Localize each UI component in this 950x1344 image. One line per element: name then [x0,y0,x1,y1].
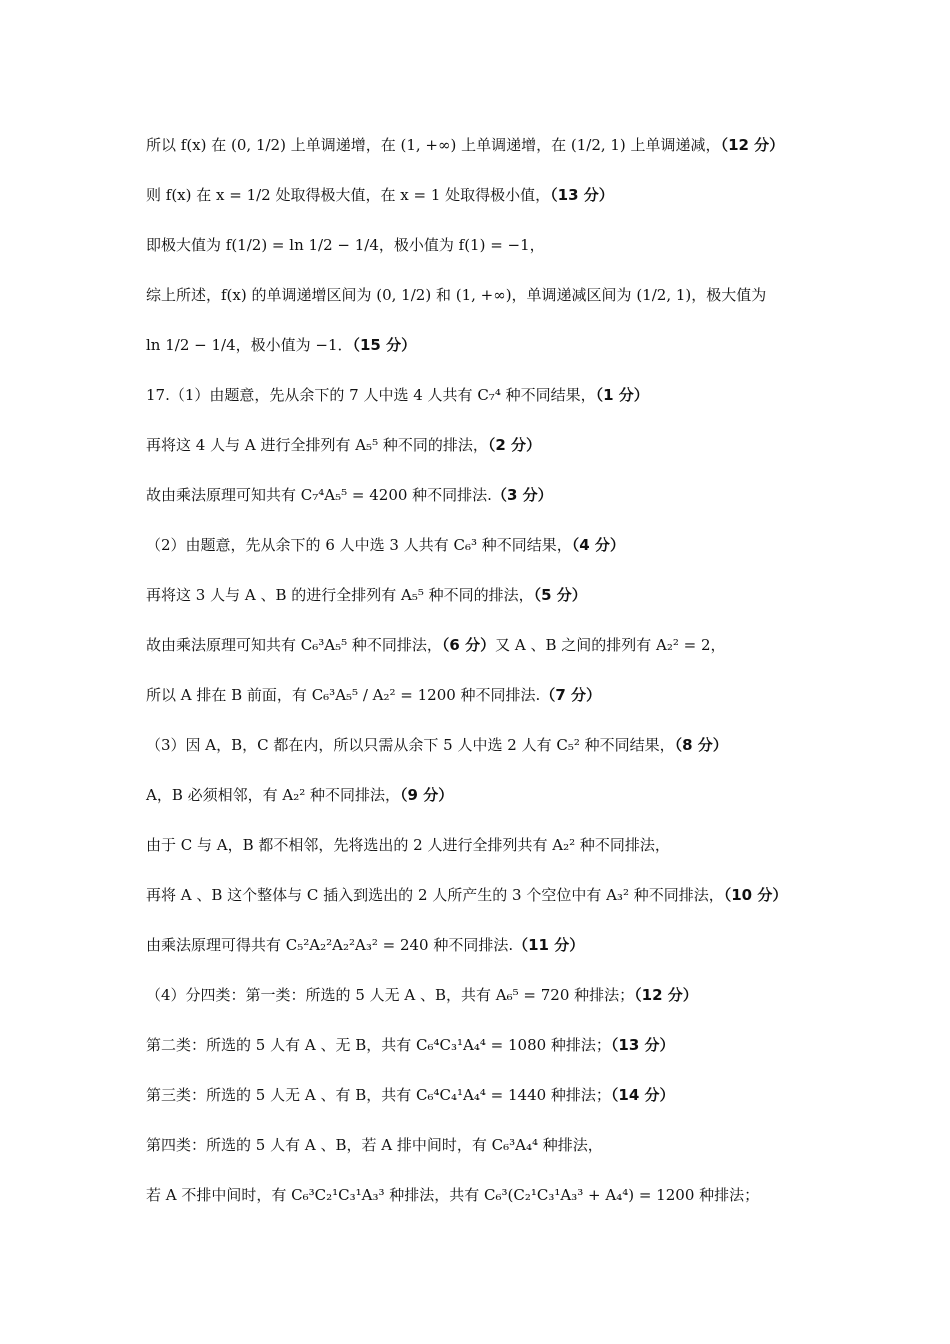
points-label: （13 分） [550,186,614,204]
points-label: （3 分） [491,486,553,504]
text-line: 再将这 4 人与 A 进行全排列有 A₅⁵ 种不同的排法，（2 分） [146,436,542,454]
text-line: （3）因 A，B，C 都在内，所以只需从余下 5 人中选 2 人有 C₅² 种不同结果，（8 分） [146,736,728,754]
text-line: 再将这 3 人与 A 、B 的进行全排列有 A₅⁵ 种不同的排法，（5 分） [146,586,587,604]
points-label: （4 分） [571,536,625,554]
points-label: （15 分） [352,336,417,354]
points-label: （10 分） [723,886,788,904]
text-line: A，B 必须相邻，有 A₂² 种不同排法，（9 分） [146,786,454,804]
points-label: （9 分） [400,786,454,804]
text-line: 第二类：所选的 5 人有 A 、无 B，共有 C₆⁴C₃¹A₄⁴ = 1080 种排法；（13 分） [146,1036,675,1054]
text-line: 若 A 不排中间时，有 C₆³C₂¹C₃¹A₃³ 种排法，共有 C₆³(C₂¹C₃¹A₃³ + A₄⁴) = 1200 种排法； [146,1186,760,1204]
points-label: （14 分） [610,1086,675,1104]
text-line: （4）分四类：第一类：所选的 5 人无 A 、B，共有 A₆⁵ = 720 种排法；（12 分） [146,986,698,1004]
text-line: 所以 f(x) 在 (0, 1/2) 上单调递增，在 (1, +∞) 上单调递增，在 (1/2, 1) 上单调递减，（12 分） [146,136,785,154]
points-label: （12 分） [720,136,785,154]
points-label: （12 分） [634,986,698,1004]
text-line: 再将 A 、B 这个整体与 C 插入到选出的 2 人所产生的 3 个空位中有 A₃² 种不同排法，（10 分） [146,886,788,904]
text-line: 则 f(x) 在 x = 1/2 处取得极大值，在 x = 1 处取得极小值，（13 分） [146,186,614,204]
text-line: 所以 A 排在 B 前面，有 C₆³A₅⁵ / A₂² = 1200 种不同排法.（7 分） [146,686,601,704]
points-label: （11 分） [513,936,585,954]
text-line: 故由乘法原理可知共有 C₆³A₅⁵ 种不同排法，（6 分）又 A 、B 之间的排列有 A₂² = 2， [146,636,726,654]
text-line: 由乘法原理可得共有 C₅²A₂²A₂²A₃² = 240 种不同排法.（11 分） [146,936,585,954]
text-line: 由于 C 与 A，B 都不相邻，先将选出的 2 人进行全排列共有 A₂² 种不同排法， [146,836,670,854]
points-label: （8 分） [674,736,728,754]
text-line: ln 1/2 − 1/4，极小值为 −1．（15 分） [146,336,417,354]
text-line: 即极大值为 f(1/2) = ln 1/2 − 1/4，极小值为 f(1) = −1， [146,236,545,254]
points-label: （13 分） [610,1036,675,1054]
points-label: （5 分） [533,586,587,604]
text-line: 第四类：所选的 5 人有 A 、B，若 A 排中间时，有 C₆³A₄⁴ 种排法， [146,1136,603,1154]
text-line: （2）由题意，先从余下的 6 人中选 3 人共有 C₆³ 种不同结果，（4 分） [146,536,625,554]
points-label: （7 分） [540,686,601,704]
text-line: 17.（1）由题意，先从余下的 7 人中选 4 人共有 C₇⁴ 种不同结果，（1 分） [146,386,649,404]
points-label: （6 分） [441,636,496,654]
text-line: 综上所述，f(x) 的单调递增区间为 (0, 1/2) 和 (1, +∞)，单调递减区间为 (1/2, 1)，极大值为 [146,286,767,304]
document-page [146,120,826,1220]
text-line: 第三类：所选的 5 人无 A 、有 B，共有 C₆⁴C₄¹A₄⁴ = 1440 种排法；（14 分） [146,1086,675,1104]
text-line: 故由乘法原理可知共有 C₇⁴A₅⁵ = 4200 种不同排法.（3 分） [146,486,553,504]
points-label: （1 分） [595,386,649,404]
points-label: （2 分） [487,436,542,454]
